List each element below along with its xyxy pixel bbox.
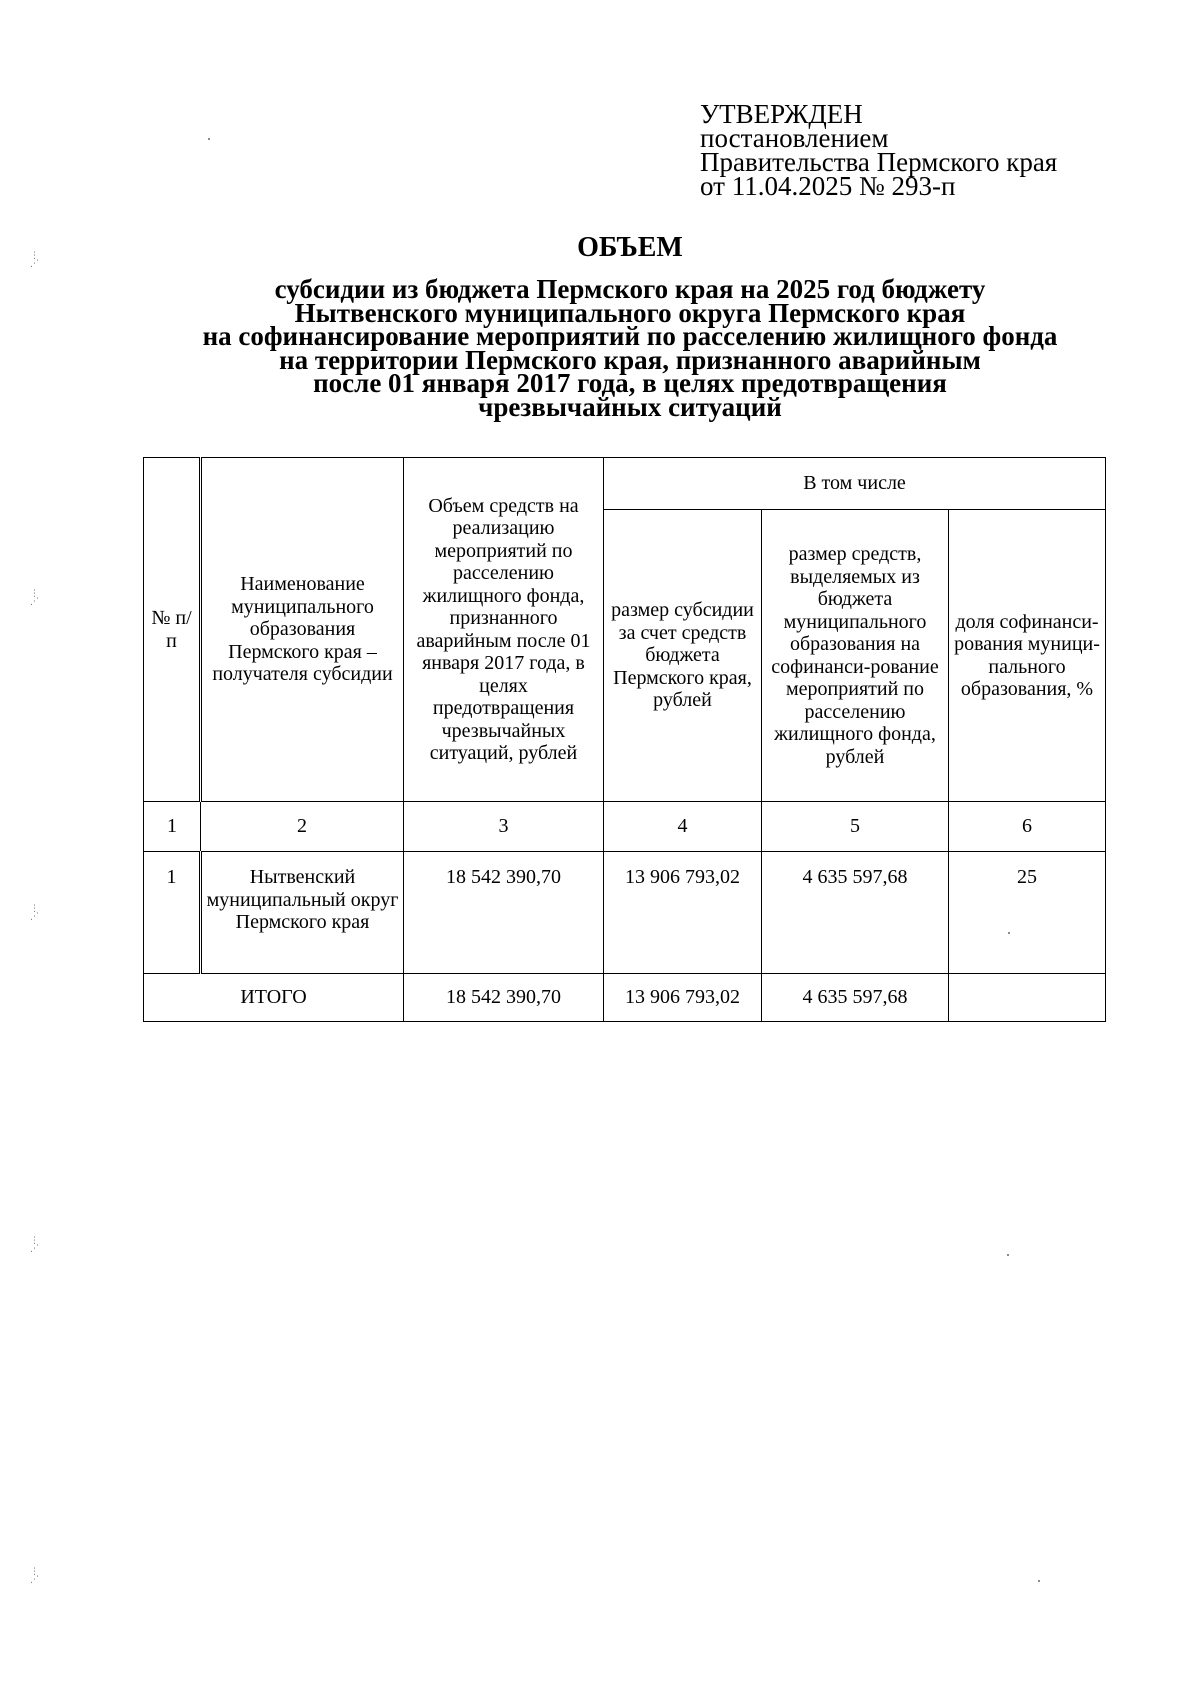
row-cofinancing-share: 25 <box>949 852 1106 974</box>
row-regional-subsidy: 13 906 793,02 <box>604 852 762 974</box>
scan-artifact: ⋮ ⋰ <box>30 904 39 922</box>
subsidy-table <box>143 457 1106 1022</box>
scan-artifact: ⋮ ⋰ <box>30 1236 39 1254</box>
approval-line-authority: Правительства Пермского края <box>700 147 1058 177</box>
subtitle-line: субсидии из бюджета Пермского края на 2025 год бюджету <box>274 274 986 304</box>
header-cofinancing-share: доля софинанси-рования муници-пального образования, % <box>949 510 1106 802</box>
document-title: ОБЪЕМ <box>577 232 683 263</box>
scan-speck <box>1038 1580 1040 1582</box>
subtitle-line: на софинансирование мероприятий по расселению жилищного фонда <box>202 321 1058 351</box>
scan-artifact: ⋮ ⋰ <box>30 589 39 607</box>
scan-artifact: ⋮ ⋰ <box>30 251 39 269</box>
total-regional-subsidy: 13 906 793,02 <box>604 974 762 1022</box>
column-number: 6 <box>949 802 1106 852</box>
row-municipal-funds: 4 635 597,68 <box>762 852 949 974</box>
header-regional-subsidy: размер субсидии за счет средств бюджета Пермского края, рублей <box>604 510 762 802</box>
subtitle-line: Нытвенского муниципального округа Пермского края <box>294 297 966 328</box>
document-heading <box>130 232 1130 422</box>
table-header-row <box>144 458 1106 510</box>
column-number: 5 <box>762 802 949 852</box>
column-number-row <box>144 802 1106 852</box>
approval-line-decree: постановлением <box>700 123 889 153</box>
header-municipal-funds: размер средств, выделяемых из бюджета муниципального образования на софинанси-рование мероприятий по расселению жилищного фонда, рублей <box>762 510 949 802</box>
scan-speck <box>1007 1254 1009 1256</box>
total-municipal-funds: 4 635 597,68 <box>762 974 949 1022</box>
total-row <box>144 974 1106 1022</box>
total-volume: 18 542 390,70 <box>404 974 604 1022</box>
scan-speck <box>1008 932 1010 934</box>
row-total-volume: 18 542 390,70 <box>404 852 604 974</box>
table-row <box>144 852 1106 974</box>
scan-artifact: ⋮ ⋰ <box>30 1567 39 1585</box>
column-number: 2 <box>201 802 404 852</box>
header-num: № п/п <box>144 458 201 802</box>
column-number: 1 <box>144 802 201 852</box>
subtitle-line: чрезвычайных ситуаций <box>478 391 782 422</box>
header-including: В том числе <box>604 458 1106 510</box>
subtitle-line: на территории Пермского края, признанного аварийным <box>279 344 981 375</box>
total-label: ИТОГО <box>144 974 404 1022</box>
approval-line-approved: УТВЕРЖДЕН <box>700 99 863 129</box>
document-subtitle <box>130 274 1130 422</box>
header-total-volume: Объем средств на реализацию мероприятий по расселению жилищного фонда, признанного аварийным после 01 января 2017 года, в целях предотвращения чрезвычайных ситуаций, рублей <box>404 458 604 802</box>
row-num: 1 <box>144 852 201 974</box>
column-number: 4 <box>604 802 762 852</box>
approval-line-date-number: от 11.04.2025 № 293-п <box>700 171 956 201</box>
row-recipient: Нытвенский муниципальный округ Пермского края <box>201 852 404 974</box>
approval-stamp <box>700 99 1160 201</box>
column-number: 3 <box>404 802 604 852</box>
scan-speck <box>208 138 210 140</box>
header-recipient: Наименование муниципального образования Пермского края – получателя субсидии <box>201 458 404 802</box>
total-cofinancing-share <box>949 974 1106 1022</box>
subtitle-line: после 01 января 2017 года, в целях предотвращения <box>313 368 947 398</box>
